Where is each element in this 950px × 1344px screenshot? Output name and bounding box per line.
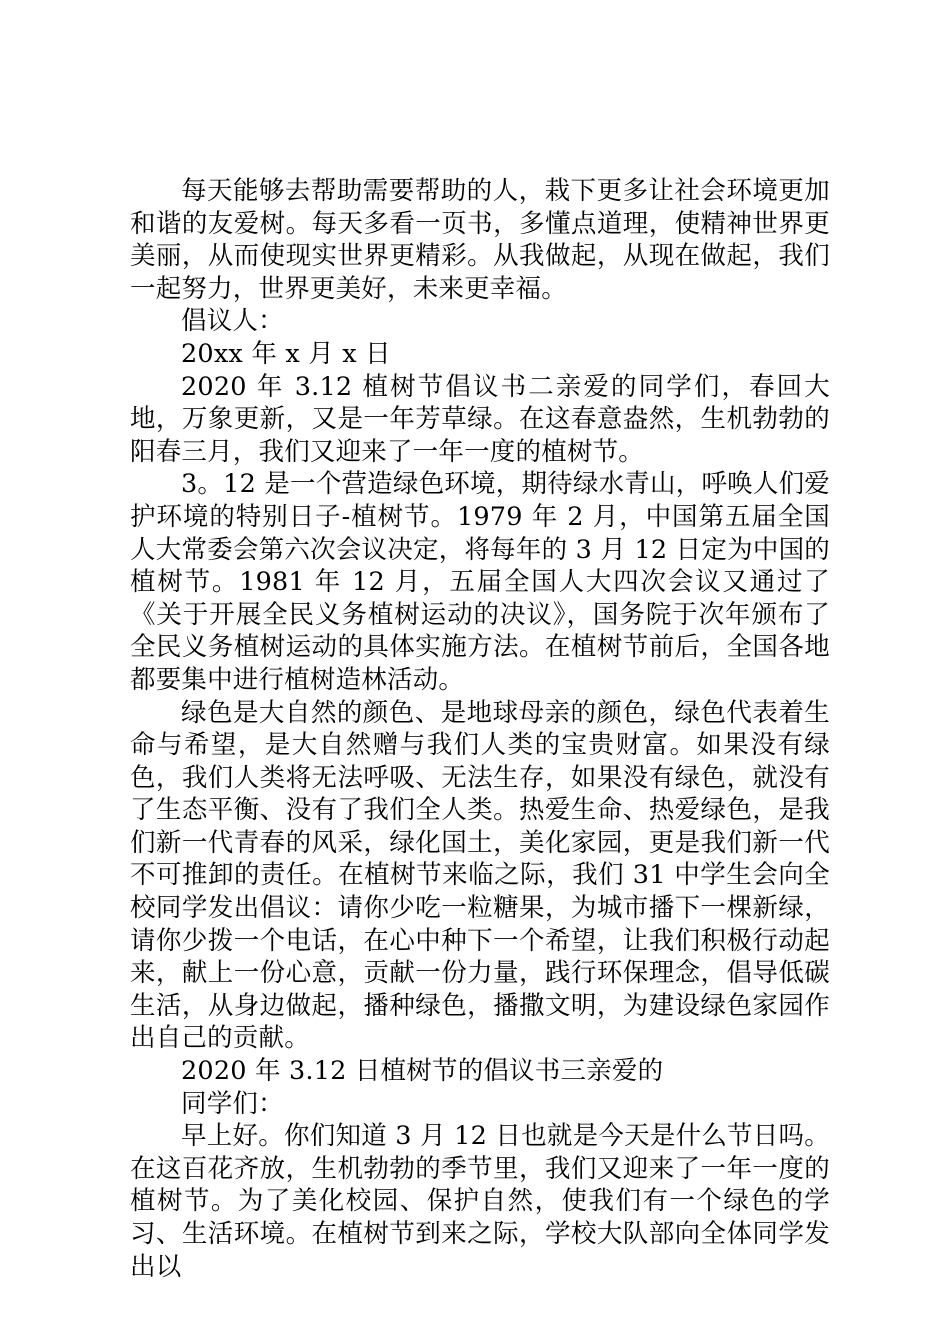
paragraph-green-appeal: 绿色是大自然的颜色、是地球母亲的颜色，绿色代表着生命与希望，是大自然赠与我们人类的宝贵财富。如果没有绿色，我们人类将无法呼吸、无法生存，如果没有绿色，就没有了生态平衡、没有了我们全人类。热爱生命、热爱绿色，是我们新一代青春的风采，绿化国土，美化家园，更是我们新一代不可推卸的责任。在植树节来临之际，我们 31 中学生会向全校同学发出倡议：请你少吃一粒糖果，为城市播下一棵新绿，请你少拨一个电话，在心中种下一个希望，让我们积极行动起来，献上一份心意，贡献一份力量，践行环保理念，倡导低碳生活，从身边做起，播种绿色，播撒文明，为建设绿色家园作出自己的贡献。 xyxy=(130,697,830,1054)
paragraph-greeting: 早上好。你们知道 3 月 12 日也就是今天是什么节日吗。在这百花齐放，生机勃勃的季节里，我们又迎来了一年一度的植树节。为了美化校园、保护自然，使我们有一个绿色的学习、生活环境。在植树节到来之际，学校大队部向全体同学发出以 xyxy=(130,1121,830,1282)
paragraph-proposal-two: 2020 年 3.12 植树节倡议书二亲爱的同学们，春回大地，万象更新，又是一年芳草绿。在这春意盎然，生机勃勃的阳春三月，我们又迎来了一年一度的植树节。 xyxy=(130,371,830,467)
paragraph-proposal-three-title: 2020 年 3.12 日植树节的倡议书三亲爱的 xyxy=(181,1056,664,1087)
document-page xyxy=(130,175,830,1283)
paragraph-intro: 每天能够去帮助需要帮助的人，栽下更多让社会环境更加和谐的友爱树。每天多看一页书，多懂点道理，使精神世界更美丽，从而使现实世界更精彩。从我做起，从现在做起，我们一起努力，世界更美好，未来更幸福。 xyxy=(130,176,830,304)
paragraph-proposer: 倡议人： xyxy=(181,306,284,337)
paragraph-date: 20xx 年 x 月 x 日 xyxy=(181,338,391,369)
paragraph-salutation: 同学们： xyxy=(181,1088,284,1119)
paragraph-arbor-day-history: 3。12 是一个营造绿色环境，期待绿水青山，呼唤人们爱护环境的特别日子-植树节。1979 年 2 月，中国第五届全国人大常委会第六次会议决定，将每年的 3 月 12 日定为中国的植树节。1981 年 12 月，五届全国人大四次会议又通过了《关于开展全民义务植树运动的决议》，国务院于次年颁布了全民义务植树运动的具体实施方法。在植树节前后，全国各地都要集中进行植树造林活动。 xyxy=(130,469,830,695)
